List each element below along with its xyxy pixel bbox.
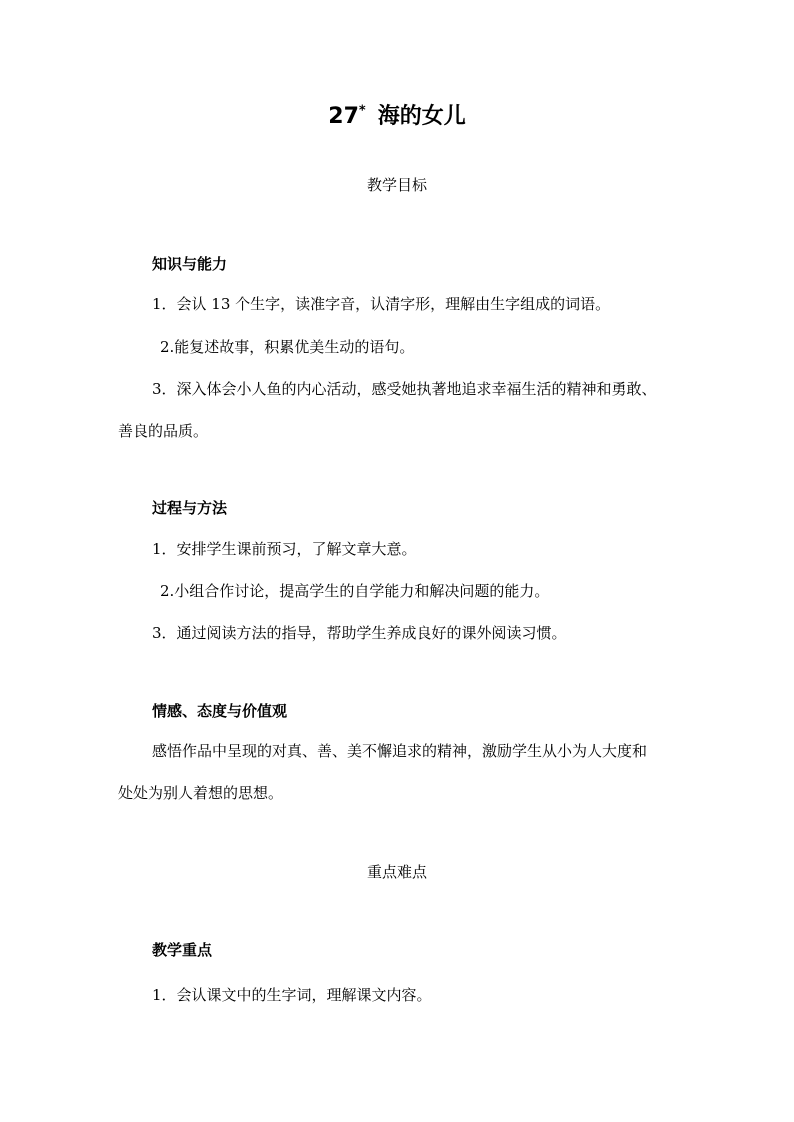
- knowledge-item-3-cont: 善良的品质。: [118, 422, 209, 440]
- knowledge-item-3: 3．深入体会小人鱼的内心活动，感受她执著地追求幸福生活的精神和勇敢、: [152, 380, 657, 398]
- subheading-process: 过程与方法: [152, 499, 228, 517]
- section-heading-goals: 教学目标: [366, 176, 427, 194]
- process-item-1: 1．安排学生课前预习，了解文章大意。: [152, 540, 417, 558]
- values-item-1: 感悟作品中呈现的对真、善、美不懈追求的精神，激励学生从小为人大度和: [152, 742, 648, 760]
- knowledge-item-2: 2.能复述故事，积累优美生动的语句。: [160, 338, 415, 356]
- lesson-number: 27*: [328, 103, 366, 129]
- subheading-key-points: 教学重点: [152, 941, 213, 959]
- subheading-knowledge: 知识与能力: [152, 255, 228, 273]
- subheading-values: 情感、态度与价值观: [152, 702, 288, 720]
- section-heading-key: 重点难点: [366, 863, 427, 881]
- lesson-title: [0, 100, 794, 134]
- lesson-title-text: 海的女儿: [377, 104, 466, 129]
- process-item-2: 2.小组合作讨论，提高学生的自学能力和解决问题的能力。: [160, 582, 550, 600]
- values-item-1-cont: 处处为别人着想的思想。: [118, 784, 284, 802]
- key-points-item-1: 1．会认课文中的生字词，理解课文内容。: [152, 986, 432, 1004]
- process-item-3: 3．通过阅读方法的指导，帮助学生养成良好的课外阅读习惯。: [152, 624, 567, 642]
- lesson-mark: *: [358, 103, 366, 119]
- knowledge-item-1: 1．会认 13 个生字，读准字音，认清字形，理解由生字组成的词语。: [152, 295, 611, 313]
